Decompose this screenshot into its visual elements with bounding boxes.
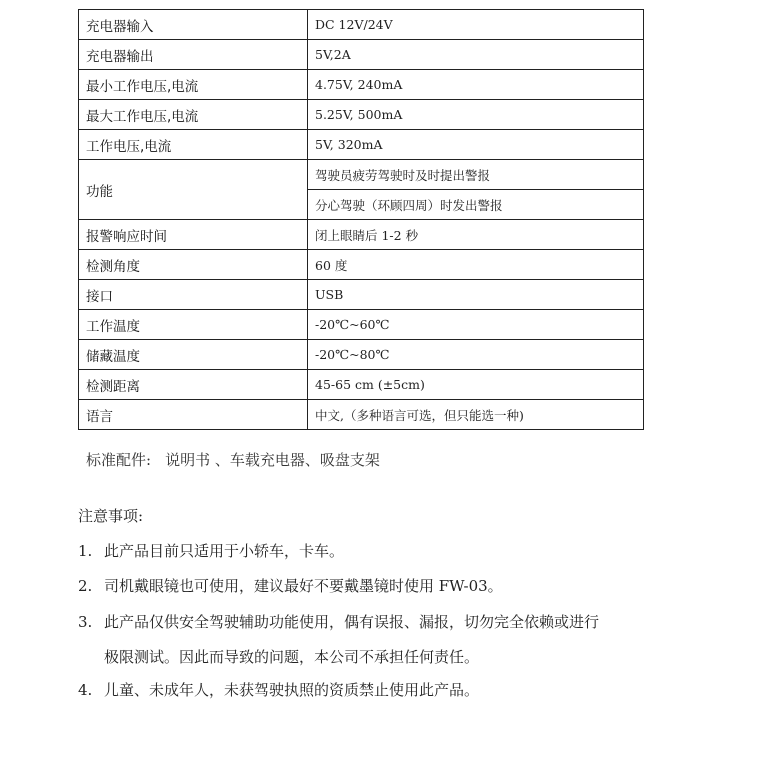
- spec-value: 5V,2A: [308, 40, 644, 70]
- table-row: [79, 160, 644, 190]
- note-number: 1.: [78, 542, 93, 560]
- table-row: [79, 10, 644, 40]
- table-row: [79, 400, 644, 430]
- accessories-label: 标准配件:: [86, 451, 152, 469]
- spec-value: 4.75V, 240mA: [308, 70, 644, 100]
- spec-value: -20℃~80℃: [308, 340, 644, 370]
- table-row: [79, 40, 644, 70]
- spec-value: -20℃~60℃: [308, 310, 644, 340]
- table-row: [79, 220, 644, 250]
- spec-label: 最大工作电压,电流: [79, 100, 308, 130]
- table-row: [79, 130, 644, 160]
- note-item: [78, 679, 479, 700]
- table-row: [79, 370, 644, 400]
- note-text: 此产品仅供安全驾驶辅助功能使用，偶有误报、漏报，切勿完全依赖或进行: [104, 613, 600, 631]
- spec-value: USB: [308, 280, 644, 310]
- spec-value: 60 度: [308, 250, 644, 280]
- note-text: 司机戴眼镜也可使用，建议最好不要戴墨镜时使用 FW-03。: [104, 577, 503, 595]
- note-number: 2.: [78, 577, 93, 595]
- spec-label: 充电器输出: [79, 40, 308, 70]
- spec-label: 语言: [79, 400, 308, 430]
- spec-value: 5.25V, 500mA: [308, 100, 644, 130]
- note-number: 3.: [78, 613, 93, 631]
- spec-value: 闭上眼睛后 1-2 秒: [308, 220, 644, 250]
- note-item: [78, 611, 599, 667]
- spec-label: 检测距离: [79, 370, 308, 400]
- spec-label: 报警响应时间: [79, 220, 308, 250]
- table-row: [79, 280, 644, 310]
- accessories-items: 说明书 、车载充电器、吸盘支架: [165, 451, 380, 469]
- spec-label: 工作温度: [79, 310, 308, 340]
- spec-label: 检测角度: [79, 250, 308, 280]
- table-row: [79, 100, 644, 130]
- spec-label: 功能: [79, 160, 308, 220]
- spec-label: 充电器输入: [79, 10, 308, 40]
- spec-label: 最小工作电压,电流: [79, 70, 308, 100]
- spec-label: 工作电压,电流: [79, 130, 308, 160]
- table-row: [79, 340, 644, 370]
- spec-label: 接口: [79, 280, 308, 310]
- spec-value: 分心驾驶（环顾四周）时发出警报: [308, 190, 644, 220]
- notes-heading: 注意事项:: [78, 507, 144, 525]
- note-item: [78, 540, 344, 561]
- note-item: [78, 575, 503, 596]
- table-row: [79, 310, 644, 340]
- spec-label: 储藏温度: [79, 340, 308, 370]
- note-text: 此产品目前只适用于小轿车，卡车。: [104, 542, 345, 560]
- table-row: [79, 250, 644, 280]
- standard-accessories: [86, 449, 380, 470]
- note-number: 4.: [78, 681, 93, 699]
- spec-value: 中文,（多种语言可选，但只能选一种): [308, 400, 644, 430]
- spec-value: 5V, 320mA: [308, 130, 644, 160]
- spec-value: 45-65 cm (±5cm): [308, 370, 644, 400]
- spec-value: 驾驶员疲劳驾驶时及时提出警报: [308, 160, 644, 190]
- spec-value: DC 12V/24V: [308, 10, 644, 40]
- note-text-continuation: 极限测试。因此而导致的问题，本公司不承担任何责任。: [104, 648, 480, 666]
- table-row: [79, 70, 644, 100]
- spec-table: [78, 9, 644, 430]
- note-text: 儿童、未成年人，未获驾驶执照的资质禁止使用此产品。: [104, 681, 480, 699]
